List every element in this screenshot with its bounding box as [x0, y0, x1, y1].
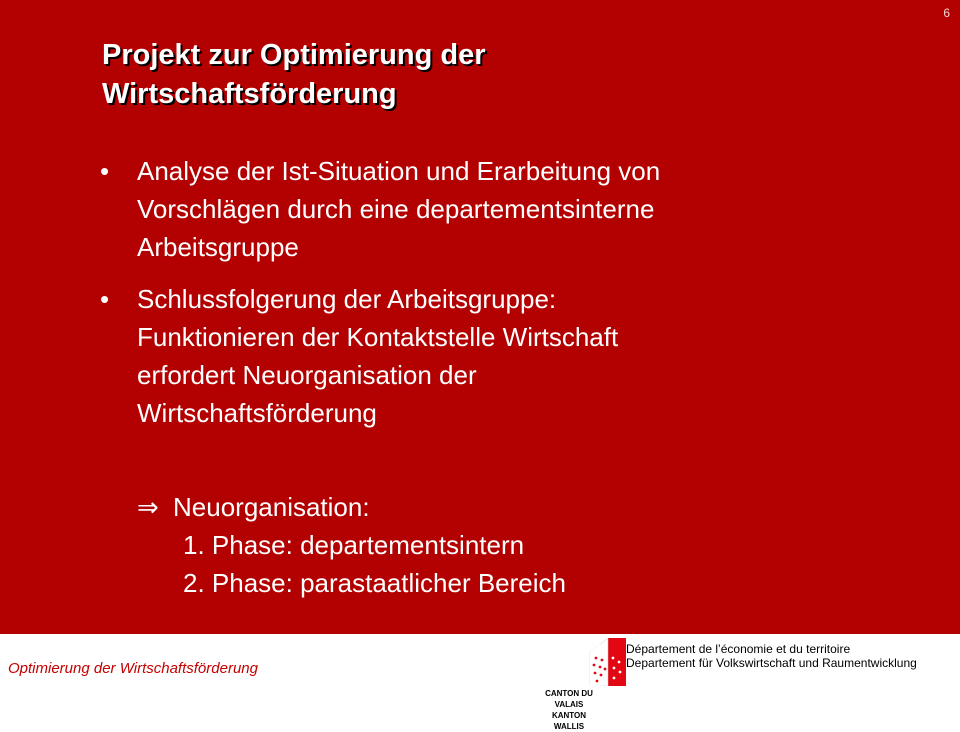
bullet-line: Analyse der Ist-Situation und Erarbeitung von: [137, 156, 661, 186]
phase-item: 1. Phase: departementsintern: [183, 530, 525, 560]
bullet-list: [100, 152, 800, 432]
bullet-line: Schlussfolgerung der Arbeitsgruppe:: [137, 284, 557, 314]
department-fr: Département de l’économie et du territoire: [626, 642, 851, 656]
slide-title: [102, 36, 862, 114]
canton-line-fr: CANTON DU VALAIS: [545, 689, 593, 709]
department-de: Departement für Volkswirtschaft und Raumentwicklung: [626, 656, 917, 670]
conclusion-heading-row: [137, 488, 757, 526]
bullet-line: Arbeitsgruppe: [137, 232, 299, 262]
title-line-1: Projekt zur Optimierung der: [102, 39, 486, 71]
bullet-item: [100, 152, 800, 266]
implies-arrow-icon: ⇒: [137, 492, 159, 522]
bullet-marker: •: [100, 156, 110, 186]
bullet-line: Wirtschaftsförderung: [137, 398, 377, 428]
bullet-line: Funktionieren der Kontaktstelle Wirtschaft: [137, 322, 619, 352]
conclusion-heading: Neuorganisation:: [173, 492, 370, 522]
page-number: 6: [943, 6, 950, 20]
canton-line-de: KANTON WALLIS: [551, 711, 587, 731]
phase-item: 2. Phase: parastaatlicher Bereich: [183, 568, 566, 598]
bullet-marker: •: [100, 284, 110, 314]
footer-title: Optimierung der Wirtschaftsförderung: [8, 660, 258, 677]
bullet-item: [100, 280, 800, 432]
conclusion-block: [137, 488, 757, 602]
canton-label: [536, 688, 602, 732]
bullet-line: erfordert Neuorganisation der: [137, 360, 477, 390]
bullet-line: Vorschlägen durch eine departementsinterne: [137, 194, 655, 224]
title-line-2: Wirtschaftsförderung: [102, 78, 397, 110]
valais-flag-icon: [586, 638, 626, 686]
department-name: [626, 642, 917, 670]
